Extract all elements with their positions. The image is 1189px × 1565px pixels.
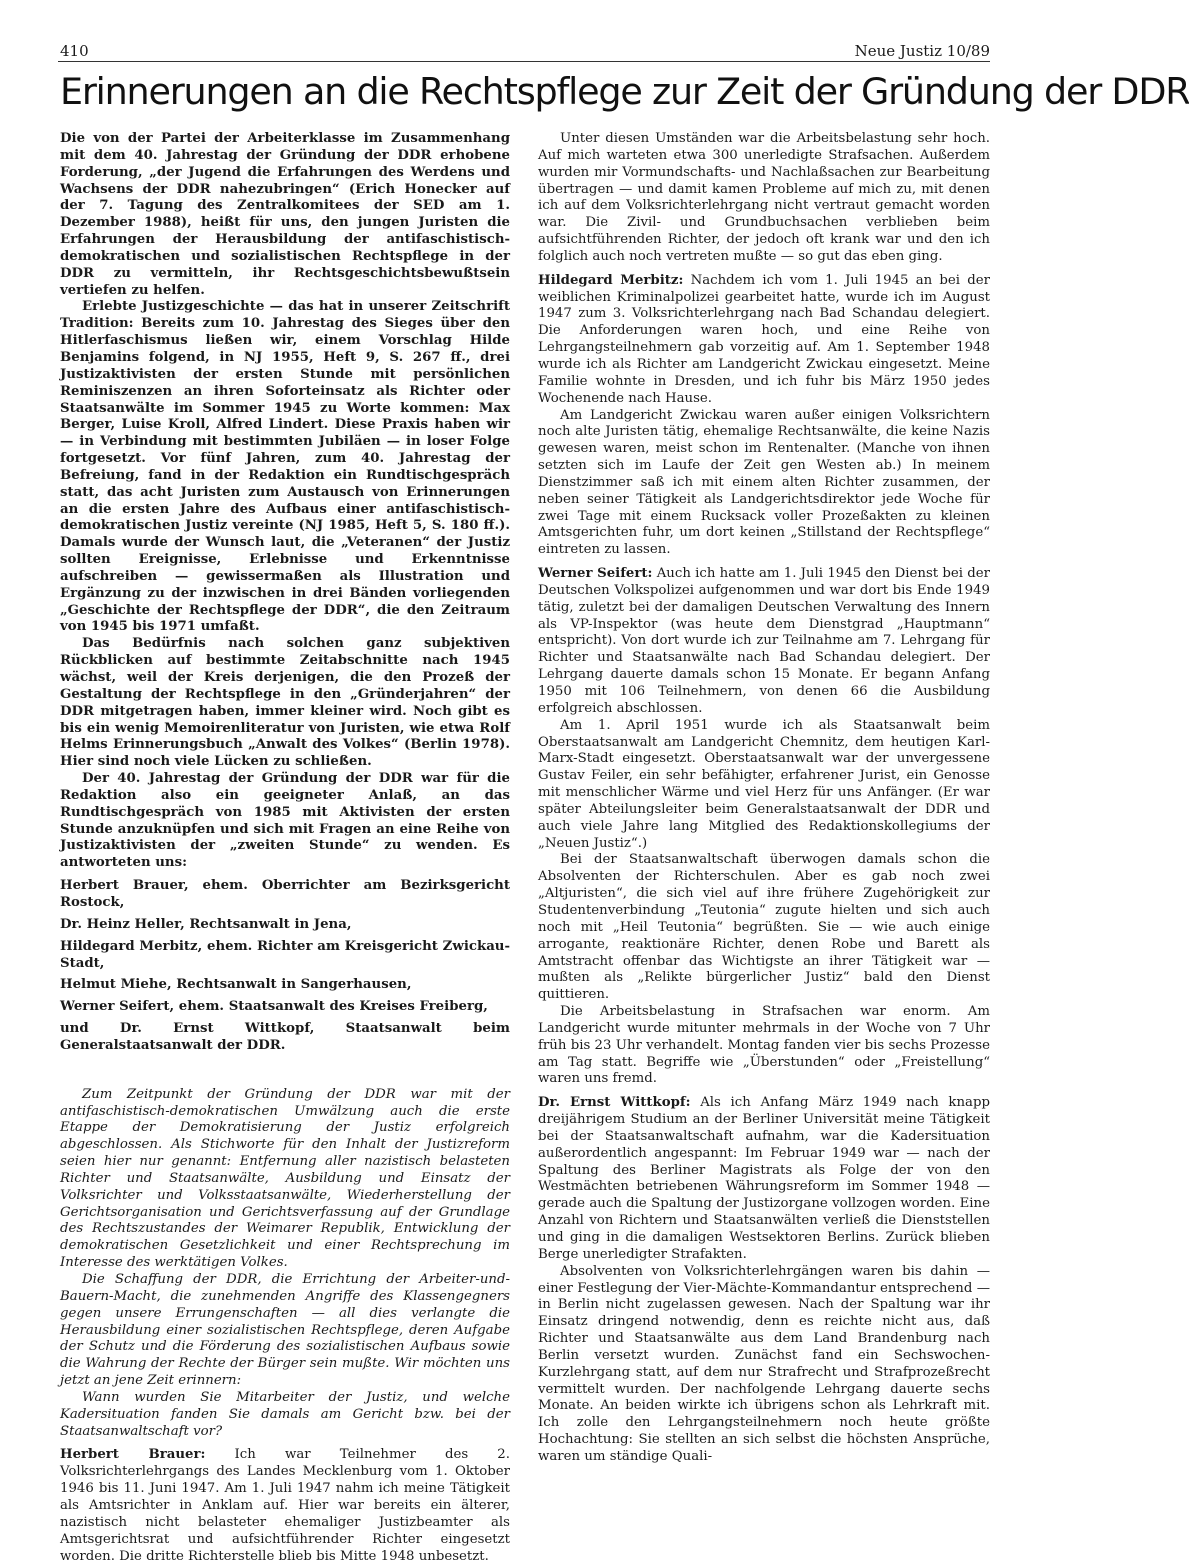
speaker-name: Werner Seifert: — [538, 566, 653, 582]
answer-brauer-continued: Unter diesen Umständen war die Arbeitsbelastung sehr hoch. Auf mich warteten etwa 300 unerledigte Strafsachen. Außerdem wurden mir Vormundschafts- und Nachlaßsachen zur Bearbeitung übertragen — und damit kamen Probleme auf mich zu, mit denen ich auf dem Volksrichterlehrgang nicht vertraut gemacht worden war. Die Zivil- und Grundbuchsachen verblieben beim aufsichtführenden Richter, der jedoch oft krank war und den ich folglich auch noch vertreten mußte — so gut das eben ging. — [538, 131, 990, 264]
left-column — [60, 131, 510, 1565]
answer-seifert-3: Bei der Staatsanwaltschaft überwogen damals schon die Absolventen der Richterschulen. Aber es gab noch zwei „Altjuristen“, die sich viel auf ihre frühere Zugehörigkeit zur Studentenverbindung „Teutonia“ zugute hielten und sich auch noch mit „Heil Teutonia“ begrüßten. Sie — wie auch einige arrogante, reaktionäre Richter, denen Robe und Barett als Amtstracht offenbar das Wichtigste an ihrer Tätigkeit war — mußten als „Relikte bürgerlicher Justiz“ bald den Dienst quittieren. — [538, 852, 990, 1003]
respondent-item: Werner Seifert, ehem. Staatsanwalt des Kreises Freiberg, — [60, 999, 488, 1015]
answer-seifert-4: Die Arbeitsbelastung in Strafsachen war enorm. Am Landgericht wurde mitunter mehrmals in der Woche von 7 Uhr früh bis 23 Uhr verhandelt. Montag fanden vier bis sechs Prozesse am Tag statt. Begriffe wie „Überstunden“ oder „Freistellung“ waren uns fremd. — [538, 1004, 990, 1087]
intro-paragraph-1: Die von der Partei der Arbeiterklasse im Zusammenhang mit dem 40. Jahrestag der Gründung der DDR erhobene Forderung, „der Jugend die Erfahrungen des Werdens und Wachsens der DDR nahezubringen“ (Erich Honecker auf der 7. Tagung des Zentralkomitees der SED am 1. Dezember 1988), heißt für uns, den jungen Juristen die Erfahrungen der Herausbildung der antifaschistisch-demokratischen und sozialistischen Rechtspflege in der DDR zu vermitteln, ihr Rechtsgeschichtsbewußtsein vertiefen zu helfen. — [60, 131, 510, 298]
answer-wittkopf — [538, 1095, 990, 1263]
respondent-item: und Dr. Ernst Wittkopf, Staatsanwalt beim Generalstaatsanwalt der DDR. — [60, 1021, 510, 1053]
page-number: 410 — [60, 42, 89, 60]
speaker-name: Herbert Brauer: — [60, 1447, 206, 1463]
answer-merbitz — [538, 273, 990, 408]
respondent-item: Herbert Brauer, ehem. Oberrichter am Bezirksgericht Rostock, — [60, 878, 510, 910]
intro-paragraph-4: Der 40. Jahrestag der Gründung der DDR war für die Redaktion also ein geeigneter Anlaß, an das Rundtischgespräch von 1985 mit Aktivisten der ersten Stunde anzuknüpfen und sich mit Fragen an eine Reihe von Justizaktivisten der „zweiten Stunde“ zu wenden. Es antworteten uns: — [60, 771, 510, 871]
article-title: Erinnerungen an die Rechtspflege zur Zeit der Gründung der DDR — [60, 70, 1189, 113]
question-1: Wann wurden Sie Mitarbeiter der Justiz, und welche Kadersituation fanden Sie damals am Gericht bzw. bei der Staatsanwaltschaft vor? — [60, 1389, 510, 1439]
italic-context-2: Die Schaffung der DDR, die Errichtung der Arbeiter-und-Bauern-Macht, die zunehmenden Angriffe des Klassengegners gegen unsere Errungenschaften — all dies verlangte die Herausbildung einer sozialistischen Rechtspflege, deren Aufgabe der Schutz und die Förderung des sozialistischen Aufbaus sowie die Wahrung der Rechte der Bürger sein mußte. Wir möchten uns jetzt an jene Zeit erinnern: — [60, 1272, 510, 1389]
answer-seifert — [538, 566, 990, 718]
answer-text: Auch ich hatte am 1. Juli 1945 den Dienst bei der Deutschen Volkspolizei aufgenommen und war dort bis Ende 1949 tätig, zuletzt bei der damaligen Deutschen Verwaltung des Innern als VP-Inspektor (was heute dem Dienstgrad „Hauptmann“ entspricht). Von dort wurde ich zur Teilnahme am 7. Lehrgang für Richter und Staatsanwälte nach Bad Schandau delegiert. Der Lehrgang dauerte damals schon 15 Monate. Er begann Anfang 1950 mit 106 Teilnehmern, von denen 66 die Ausbildung erfolgreich abschlossen. — [538, 566, 990, 716]
speaker-name: Dr. Ernst Wittkopf: — [538, 1095, 691, 1111]
answer-text: Nachdem ich vom 1. Juli 1945 an bei der weiblichen Kriminalpolizei gearbeitet hatte, wurde ich im August 1947 zum 3. Volksrichterlehrgang nach Bad Schandau delegiert. Die Anforderungen waren hoch, und eine Reihe von Lehrgangsteilnehmern gab vorzeitig auf. Am 1. September 1948 wurde ich als Richter am Landgericht Zwickau eingesetzt. Meine Familie wohnte in Dresden, und ich fuhr bis März 1950 jedes Wochenende nach Hause. — [538, 272, 991, 406]
answer-wittkopf-2: Absolventen von Volksrichterlehrgängen waren bis dahin — einer Festlegung der Vier-Mächte-Kommandantur entsprechend — in Berlin nicht zugelassen gewesen. Nach der Spaltung war ihr Einsatz dringend notwendig, denn es reichte nicht aus, daß Richter und Staatsanwälte aus dem Land Brandenburg nach Berlin versetzt wurden. Zunächst fand ein Sechswochen-Kurzlehrgang statt, auf dem nur Strafrecht und Strafprozeßrecht vermittelt wurden. Der nachfolgende Lehrgang dauerte sechs Monate. An beiden wirkte ich übrigens schon als Lehrkraft mit. Ich zolle den Lehrgangsteilnehmern noch heute größte Hochachtung: Sie stellten an sich selbst die höchsten Ansprüche, waren um ständige Quali- — [538, 1263, 990, 1464]
answer-seifert-2: Am 1. April 1951 wurde ich als Staatsanwalt beim Oberstaatsanwalt am Landgericht Chemnitz, dem heutigen Karl-Marx-Stadt eingesetzt. Oberstaatsanwalt war der unvergessene Gustav Feiler, ein sehr befähigter, erfahrener Jurist, ein Genosse mit menschlicher Wärme und viel Herz für uns Anfänger. (Er war später Abteilungsleiter beim Generalstaatsanwalt der DDR und auch viele Jahre lang Mitglied des Redaktionskollegiums der „Neuen Justiz“.) — [538, 717, 990, 851]
answer-text: Ich war Teilnehmer des 2. Volksrichterlehrgangs des Landes Mecklenburg vom 1. Oktober 1946 bis 11. Juni 1947. Am 1. Juli 1947 nahm ich meine Tätigkeit als Amtsrichter in Anklam auf. Hier war bereits ein älterer, nazistisch nicht belasteter ehemaliger Justizbeamter als Amtsgerichtsrat und aufsichtführender Richter eingesetzt worden. Die dritte Richterstelle blieb bis Mitte 1948 unbesetzt. — [60, 1447, 510, 1564]
intro-paragraph-3: Das Bedürfnis nach solchen ganz subjektiven Rückblicken auf bestimmte Zeitabschnitte nach 1945 wächst, weil der Kreis derjenigen, die den Prozeß der Gestaltung der Rechtspflege in den „Gründerjahren“ der DDR mitgetragen haben, immer kleiner wird. Noch gibt es bis ein wenig Memoirenliteratur von Juristen, wie etwa Rolf Helms Erinnerungsbuch „Anwalt des Volkes“ (Berlin 1978). Hier sind noch viele Lücken zu schließen. — [60, 636, 510, 770]
italic-context-1: Zum Zeitpunkt der Gründung der DDR war mit der antifaschistisch-demokratischen Umwälzung auch die erste Etappe der Demokratisierung der Justiz erfolgreich abgeschlossen. Als Stichworte für den Inhalt der Justizreform seien hier nur genannt: Entfernung aller nazistisch belasteten Richter und Staatsanwälte, Ausbildung und Einsatz der Volksrichter und Volksstaatsanwälte, Wiederherstellung der Gerichtsorganisation und Gerichtsverfassung auf der Grundlage des Rechtszustandes der Weimarer Republik, Entwicklung der demokratischen Gesetzlichkeit und einer Rechtsprechung im Interesse des werktätigen Volkes. — [60, 1086, 510, 1271]
header-rule — [58, 61, 990, 62]
respondent-item: Dr. Heinz Heller, Rechtsanwalt in Jena, — [60, 916, 352, 932]
respondents-list — [60, 878, 510, 1055]
intro-paragraph-2: Erlebte Justizgeschichte — das hat in unserer Zeitschrift Tradition: Bereits zum 10. Jahrestag des Sieges über den Hitlerfaschismus ließen wir, einem Vorschlag Hilde Benjamins folgend, in NJ 1955, Heft 9, S. 267 ff., drei Justizaktivisten der ersten Stunde mit persönlichen Reminiszenzen an ihren Soforteinsatz als Richter oder Staatsanwälte im Sommer 1945 zu Worte kommen: Max Berger, Luise Kroll, Alfred Lindert. Diese Praxis haben wir — in Verbindung mit bestimmten Jubiläen — in loser Folge fortgesetzt. Vor fünf Jahren, zum 40. Jahrestag der Befreiung, fand in der Redaktion ein Rundtischgespräch statt, das acht Juristen zum Austausch von Erinnerungen an die ersten Jahre des Aufbaus einer antifaschistisch-demokratischen Justiz vereinte (NJ 1985, Heft 5, S. 180 ff.). Damals wurde der Wunsch laut, die „Veteranen“ der Justiz sollten Ereignisse, Erlebnisse und Erkenntnisse aufschreiben — gewissermaßen als Illustration und Ergänzung zu der inzwischen in drei Bänden vorliegenden „Geschichte der Rechtspflege der DDR“, die den Zeitraum von 1945 bis 1971 umfaßt. — [60, 299, 510, 635]
journal-issue: Neue Justiz 10/89 — [854, 42, 990, 60]
speaker-name: Hildegard Merbitz: — [538, 272, 684, 288]
answer-merbitz-2: Am Landgericht Zwickau waren außer einigen Volksrichtern noch alte Juristen tätig, ehemalige Rechtsanwälte, die keine Nazis gewesen waren, meist schon im Rentenalter. (Manche von ihnen setzten sich im Laufe der Zeit gen Westen ab.) In meinem Dienstzimmer saß ich mit einem alten Richter zusammen, der neben seiner Tätigkeit als Landgerichtsdirektor jede Woche für zwei Tage mit einem Rucksack voller Prozeßakten zu kleinen Amtsgerichten fuhr, um dort keinen „Stillstand der Rechtspflege“ eintreten zu lassen. — [538, 407, 990, 558]
answer-text: Als ich Anfang März 1949 nach knapp dreijährigem Studium an der Berliner Universität meine Tätigkeit bei der Staatsanwaltschaft aufnahm, war die Kadersituation außerordentlich angespannt: Im Februar 1949 war — nach der Spaltung des Berliner Magistrats als Folge der von den Westmächten betriebenen Währungsreform im Sommer 1948 — gerade auch die Spaltung der Justizorgane vollzogen worden. Eine Anzahl von Richtern und Staatsanwälten verließ die Dienststellen und ging in die damaligen Westsektoren Berlins. Zurück blieben Berge unerledigter Strafakten. — [538, 1095, 990, 1262]
respondent-item: Hildegard Merbitz, ehem. Richter am Kreisgericht Zwickau-Stadt, — [60, 938, 510, 971]
right-column — [538, 131, 990, 1466]
answer-brauer — [60, 1447, 510, 1565]
respondent-item: Helmut Miehe, Rechtsanwalt in Sangerhausen, — [60, 977, 412, 993]
